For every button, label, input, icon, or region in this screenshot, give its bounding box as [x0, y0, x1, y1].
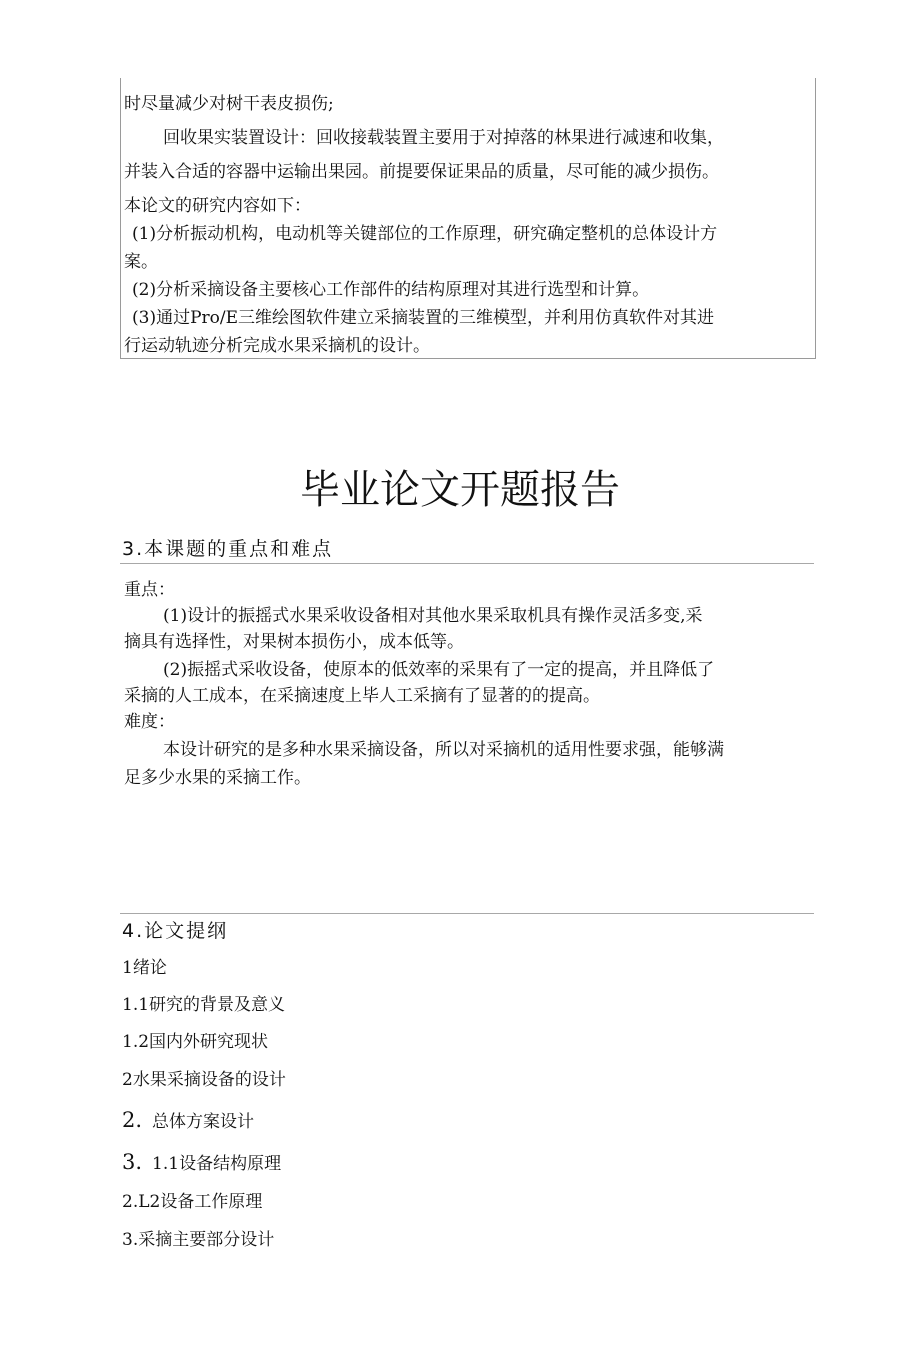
s3-line-8: 足多少水果的采摘工作。 — [124, 768, 311, 788]
outline-item — [122, 956, 167, 980]
s3-line-6: 难度： — [124, 712, 175, 732]
s3-line-2: (1)设计的振摇式水果采收设备相对其他水果采取机具有操作灵活多变,采 — [163, 606, 703, 626]
box-line-6: 案。 — [124, 252, 158, 272]
outline-number: 3. — [122, 1150, 143, 1174]
s3-line-7: 本设计研究的是多种水果采摘设备，所以对采摘机的适用性要求强，能够满 — [163, 740, 724, 760]
box-line-3: 并装入合适的容器中运输出果园。前提要保证果品的质量，尽可能的减少损伤。 — [124, 162, 719, 182]
box-line-1: 时尽量减少对树干表皮损伤; — [124, 94, 334, 114]
box-line-7: (2)分析采摘设备主要核心工作部件的结构原理对其进行选型和计算。 — [132, 280, 650, 300]
section4-heading: 4.论文提纲 — [122, 920, 229, 942]
box-line-5: (1)分析振动机构，电动机等关键部位的工作原理，研究确定整机的总体设计方 — [132, 224, 718, 244]
outline-number: 2. — [122, 1108, 143, 1132]
s3-line-4: (2)振摇式采收设备，使原本的低效率的采果有了一定的提高，并且降低了 — [163, 660, 715, 680]
outline-number: 1.1 — [122, 995, 150, 1015]
outline-text: 水果采摘设备的设计 — [132, 1070, 286, 1090]
outline-number: 2.L2 — [122, 1192, 161, 1212]
outline-text: 采摘主要部分设计 — [138, 1230, 275, 1250]
section3-heading: 3.本课题的重点和难点 — [122, 538, 334, 560]
outline-number: 2 — [122, 1070, 133, 1090]
section4-divider — [120, 913, 814, 914]
s3-line-3: 摘具有选择性，对果树本损伤小，成本低等。 — [124, 632, 464, 652]
outline-number: 3. — [122, 1230, 139, 1250]
outline-item — [122, 1150, 281, 1176]
outline-item — [122, 1068, 286, 1092]
box-line-2: 回收果实装置设计：回收接载装置主要用于对掉落的林果进行减速和收集， — [163, 128, 724, 148]
outline-item — [122, 1228, 274, 1252]
outline-text: 绪论 — [132, 958, 167, 978]
outline-item — [122, 1190, 262, 1214]
s3-line-1: 重点： — [124, 580, 175, 600]
page-title: 毕业论文开题报告 — [300, 467, 620, 513]
outline-text: 设备工作原理 — [160, 1192, 263, 1212]
outline-text: 总体方案设计 — [152, 1112, 255, 1132]
outline-text: 国内外研究现状 — [149, 1032, 269, 1052]
outline-item — [122, 993, 285, 1017]
outline-item — [122, 1108, 254, 1134]
outline-item — [122, 1030, 268, 1054]
box-line-8: (3)通过Pro/E三维绘图软件建立采摘装置的三维模型，并利用仿真软件对其进 — [132, 308, 715, 328]
outline-number: 1.2 — [122, 1032, 150, 1052]
outline-number: 1 — [122, 958, 133, 978]
outline-text: 1.1设备结构原理 — [152, 1154, 282, 1174]
outline-text: 研究的背景及意义 — [149, 995, 286, 1015]
box-line-9: 行运动轨迹分析完成水果采摘机的设计。 — [124, 336, 430, 356]
s3-line-5: 采摘的人工成本，在采摘速度上毕人工采摘有了显著的的提高。 — [124, 686, 600, 706]
section3-divider — [120, 563, 814, 564]
box-line-4: 本论文的研究内容如下： — [124, 196, 311, 216]
